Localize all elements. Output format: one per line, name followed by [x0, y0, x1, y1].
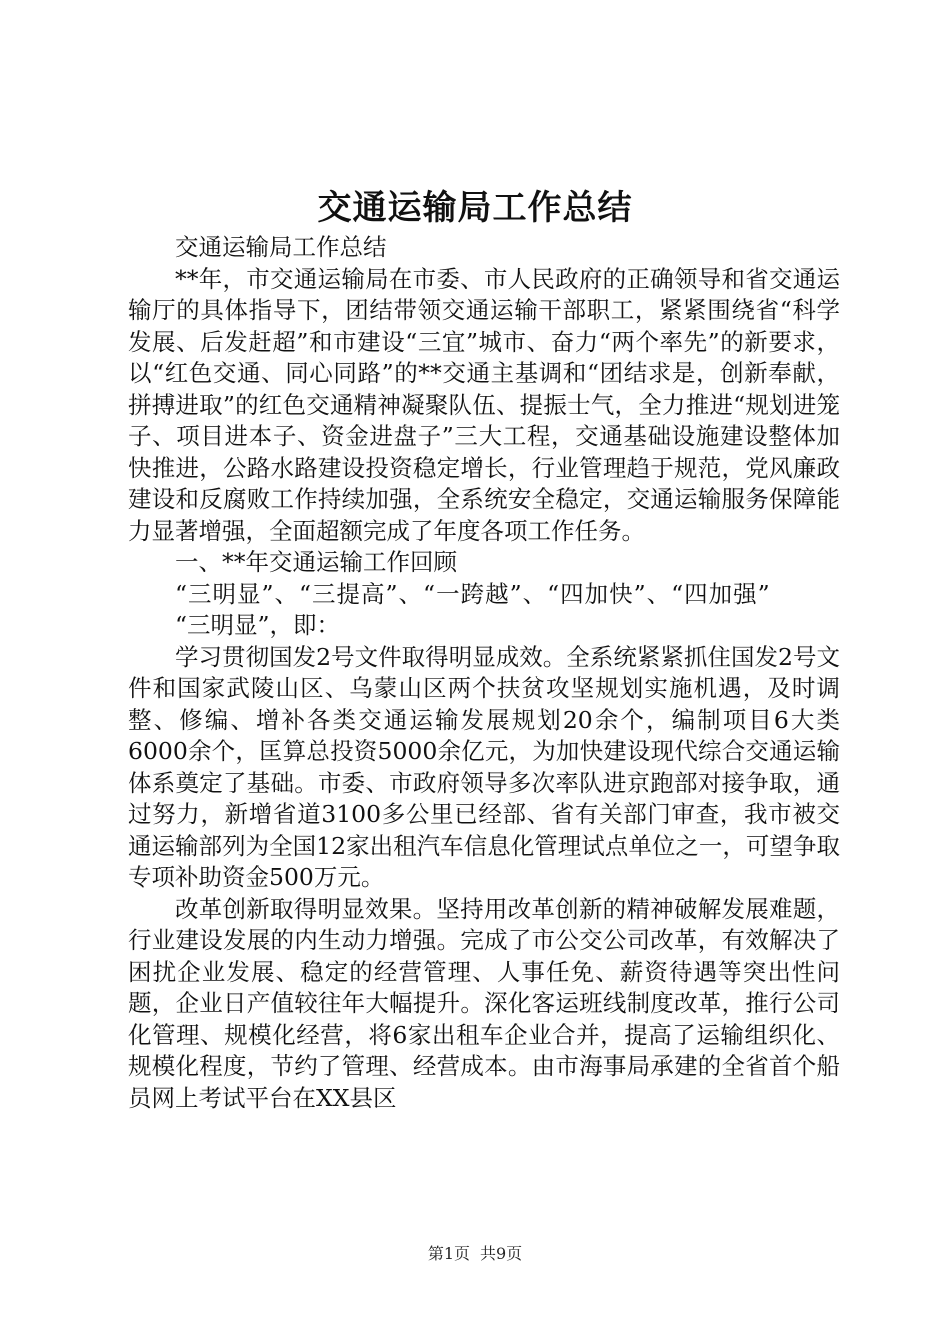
body-paragraph-heading: 交通运输局工作总结 [175, 233, 387, 261]
body-paragraph-summary-points: “三明显”、“三提高”、“一跨越”、“四加快”、“四加强” [175, 579, 771, 608]
body-paragraph-document-study: 学习贯彻国发2号文件取得明显成效。全系统紧紧抓住国发2号文件和国家武陵山区、乌蒙山区两个扶贫攻坚规划实施机遇，及时调整、修编、增补各类交通运输发展规划20余个，编制项目6大类6000余个，匡算总投资5000余亿元，为加快建设现代综合交通运输体系奠定了基础。市委、市政府领导多次率队进京跑部对接争取，通过努力，新增省道3100多公里已经部、省有关部门审查，我市被交通运输部列为全国12家出租汽车信息化管理试点单位之一，可望争取专项补助资金500万元。 [128, 642, 840, 891]
page-footer [0, 1243, 950, 1265]
body-paragraph-three-obvious: “三明显”，即： [175, 611, 341, 639]
page-total: 共9页 [480, 1244, 523, 1263]
page-number: 第1页 [427, 1244, 470, 1263]
body-paragraph-reform: 改革创新取得明显效果。坚持用改革创新的精神破解发展难题，行业建设发展的内生动力增强。完成了市公交公司改革，有效解决了困扰企业发展、稳定的经营管理、人事任免、薪资待遇等突出性问题，企业日产值较往年大幅提升。深化客运班线制度改革，推行公司化管理、规模化经营，将6家出租车企业合并，提高了运输组织化、规模化程度，节约了管理、经营成本。由市海事局承建的全省首个船员网上考试平台在XX县区 [128, 894, 840, 1112]
document-body [128, 232, 840, 1114]
body-paragraph-intro: **年，市交通运输局在市委、市人民政府的正确领导和省交通运输厅的具体指导下，团结带领交通运输干部职工，紧紧围绕省“科学发展、后发赶超”和市建设“三宜”城市、奋力“两个率先”的新要求，以“红色交通、同心同路”的**交通主基调和“团结求是，创新奉献，拼搏进取”的红色交通精神凝聚队伍、提振士气，全力推进“规划进笼子、项目进本子、资金进盘子”三大工程，交通基础设施建设整体加快推进，公路水路建设投资稳定增长，行业管理趋于规范，党风廉政建设和反腐败工作持续加强，全系统安全稳定，交通运输服务保障能力显著增强，全面超额完成了年度各项工作任务。 [128, 264, 840, 545]
section-heading-review: 一、**年交通运输工作回顾 [175, 548, 457, 576]
document-title: 交通运输局工作总结 [317, 188, 633, 228]
